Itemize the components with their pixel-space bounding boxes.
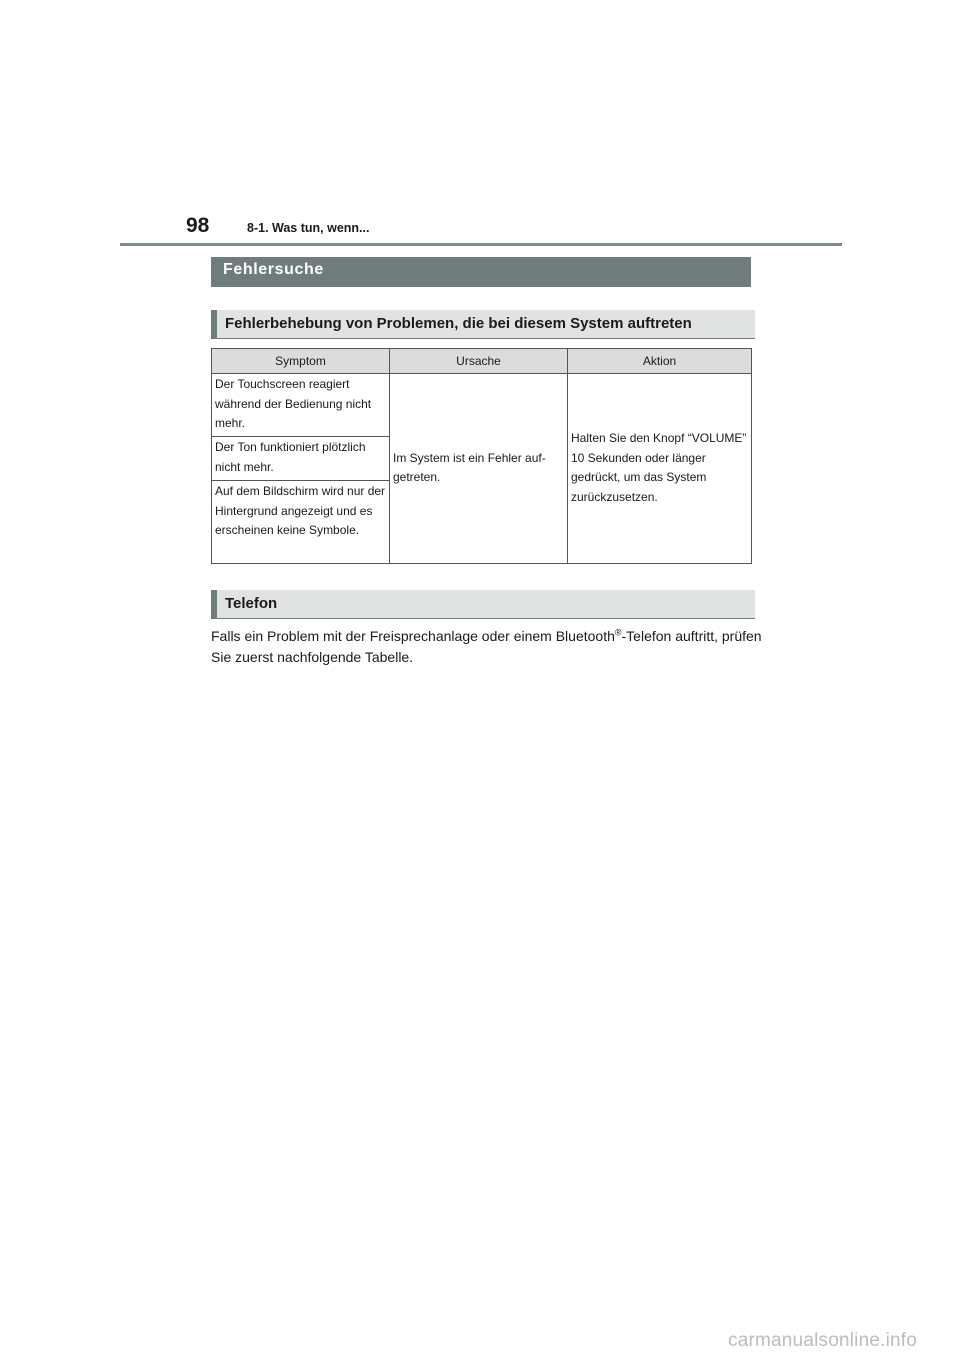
action-cell: Halten Sie den Knopf “VOLUME” 10 Sekunden oder länger gedrückt, um das System zurückzusetzen.: [568, 374, 752, 564]
paragraph-text-end: -Telefon auftritt, prüfen Sie zuerst nachfolgende Tabelle.: [211, 628, 762, 665]
subsection-heading-label: Telefon: [225, 595, 278, 612]
paragraph-text-start: Falls ein Problem mit der Freisprechanlage oder einem Bluetooth: [211, 628, 615, 644]
column-header-action: Aktion: [568, 349, 752, 374]
header-divider: [120, 243, 842, 246]
table-header-row: [212, 349, 752, 374]
subsection-heading-telefon: [211, 590, 755, 619]
watermark: carmanualsonline.info: [728, 1330, 918, 1351]
registered-mark: ®: [614, 627, 622, 638]
column-header-cause: Ursache: [390, 349, 568, 374]
section-heading-label: Fehlersuche: [223, 261, 324, 278]
subsection-heading-troubleshooting: [211, 310, 755, 339]
symptom-cell: Der Ton funktioniert plötzlich nicht mehr.: [212, 437, 390, 481]
cause-cell: Im System ist ein Fehler auf-getreten.: [390, 374, 568, 564]
symptom-cell: Auf dem Bildschirm wird nur der Hintergrund angezeigt und es erscheinen keine Symbole.: [212, 481, 390, 564]
page-number: 98: [186, 214, 210, 237]
column-header-symptom: Symptom: [212, 349, 390, 374]
troubleshooting-table: [211, 348, 752, 564]
symptom-cell: Der Touchscreen reagiert während der Bedienung nicht mehr.: [212, 374, 390, 437]
subsection-heading-label: Fehlerbehebung von Problemen, die bei diesem System auftreten: [225, 315, 692, 332]
telefon-intro-paragraph: [211, 626, 771, 668]
table-row: [212, 374, 752, 437]
chapter-title: 8-1. Was tun, wenn...: [247, 221, 370, 235]
section-heading: [211, 257, 751, 287]
